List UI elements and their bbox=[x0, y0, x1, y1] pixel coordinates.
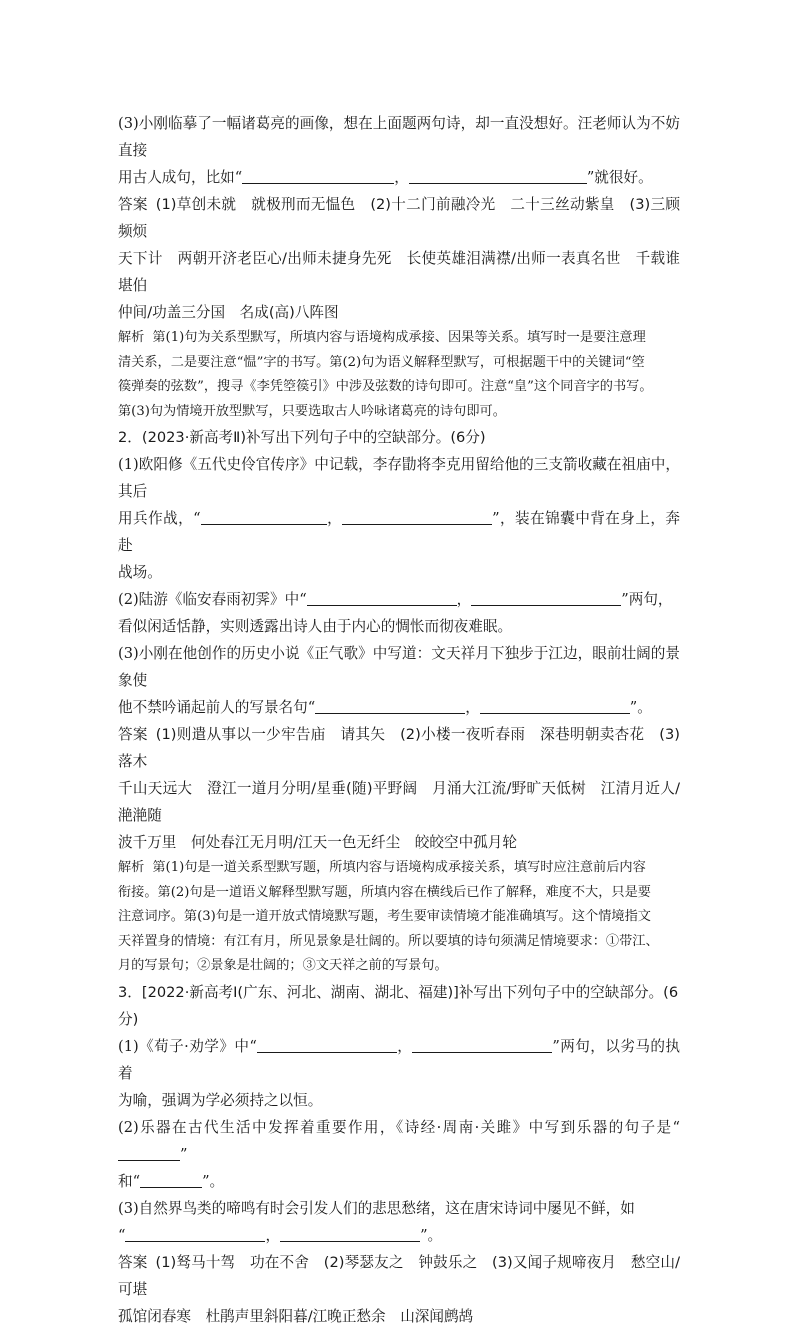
q3-item2-line2: 和“ ”。 bbox=[118, 1172, 225, 1190]
q3-answer-line2: 孤馆闭春寒 杜鹃声里斜阳暮/江晚正愁余 山深闻鹧鸪 bbox=[118, 1307, 474, 1325]
q2-item3-line2: 他不禁吟诵起前人的写景名句“ ， ”。 bbox=[118, 699, 652, 716]
fill-blank[interactable] bbox=[315, 699, 465, 714]
q2-explanation-line3: 注意词序。第(3)句是一道开放式情境默写题，考生要审读情境才能准确填写。这个情境指文 bbox=[118, 909, 651, 924]
q1-item3-line2: 用古人成句，比如“ ， ”就很好。 bbox=[118, 169, 653, 186]
q2-item1-line1: (1)欧阳修《五代史伶官传序》中记载，李存勖将李克用留给他的三支箭收藏在祖庙中，其后 bbox=[118, 456, 680, 500]
fill-blank[interactable] bbox=[412, 1038, 552, 1053]
answer-label: 答案 bbox=[118, 196, 148, 213]
fill-blank[interactable] bbox=[118, 1146, 180, 1161]
q2-item1-line2: 用兵作战，“ ， ”，装在锦囊中背在身上，奔赴 bbox=[118, 510, 680, 554]
document-page bbox=[118, 110, 680, 1330]
q3-answer: 答案 (1)驽马十驾 功在不舍 (2)琴瑟友之 钟鼓乐之 (3)又闻子规啼夜月 愁空山/可堪 bbox=[118, 1253, 680, 1298]
q3-item1-line2: 为喻，强调为学必须持之以恒。 bbox=[118, 1091, 323, 1109]
fill-blank[interactable] bbox=[242, 169, 394, 184]
q2-explanation-line4: 天祥置身的情境：有江有月，所见景象是壮阔的。所以要填的诗句须满足情境要求：①带江、 bbox=[118, 933, 659, 949]
q1-answer-line2: 天下计 两朝开济老臣心/出师未捷身先死 长使英雄泪满襟/出师一表真名世 千载谁堪伯 bbox=[118, 250, 680, 294]
answer-label: 答案 bbox=[118, 726, 148, 743]
explanation-label: 解析 bbox=[118, 860, 145, 875]
fill-blank[interactable] bbox=[140, 1173, 202, 1188]
q2-item3-line1: (3)小刚在他创作的历史小说《正气歌》中写道：文天祥月下独步于江边，眼前壮阔的景象使 bbox=[118, 645, 680, 689]
q2-item2-line1: (2)陆游《临安春雨初霁》中“ ， ”两句， bbox=[118, 591, 673, 608]
q3-item3-line1: (3)自然界鸟类的啼鸣有时会引发人们的悲思愁绪，这在唐宋诗词中屡见不鲜，如 bbox=[118, 1199, 635, 1217]
q2-explanation-line5: 月的写景句；②景象是壮阔的；③文天祥之前的写景句。 bbox=[118, 958, 448, 973]
q1-answer-line3: 仲间/功盖三分国 名成(高)八阵图 bbox=[118, 304, 339, 321]
explanation-label: 解析 bbox=[118, 330, 145, 345]
q3-item1-line1: (1)《荀子·劝学》中“ ， ”两句，以劣马的执着 bbox=[118, 1037, 680, 1082]
fill-blank[interactable] bbox=[480, 699, 630, 714]
q2-explanation-line2: 衔接。第(2)句是一道语义解释型默写题，所填内容在横线后已作了解释，难度不大，只是要 bbox=[118, 884, 651, 900]
q1-explanation-line2: 清关系，二是要注意“愠”字的书写。第(2)句为语义解释型默写，可根据题干中的关键词“箜 bbox=[118, 354, 645, 370]
q2-title: 2．(2023·新高考Ⅱ)补写出下列句子中的空缺部分。(6分) bbox=[118, 429, 486, 446]
q3-item2-line1: (2)乐器在古代生活中发挥着重要作用，《诗经·周南·关雎》中写到乐器的句子是“” bbox=[118, 1118, 680, 1163]
fill-blank[interactable] bbox=[125, 1227, 265, 1242]
fill-blank[interactable] bbox=[257, 1038, 397, 1053]
fill-blank[interactable] bbox=[471, 591, 621, 606]
q1-explanation: 解析 第(1)句为关系型默写，所填内容与语境构成承接、因果等关系。填写时一是要注意理 bbox=[118, 330, 646, 345]
answer-label: 答案 bbox=[118, 1253, 148, 1271]
q3-title: 3．[2022·新高考Ⅰ(广东、河北、湖南、湖北、福建)]补写出下列句子中的空缺部分。(6分) bbox=[118, 983, 679, 1028]
fill-blank[interactable] bbox=[280, 1227, 420, 1242]
fill-blank[interactable] bbox=[201, 510, 327, 525]
q2-answer: 答案 (1)则遣从事以一少牢告庙 请其矢 (2)小楼一夜听春雨 深巷明朝卖杏花 (3)落木 bbox=[118, 726, 680, 770]
fill-blank[interactable] bbox=[342, 510, 492, 525]
q1-answer: 答案 (1)草创未就 就极刑而无愠色 (2)十二门前融冷光 二十三丝动紫皇 (3)三顾频烦 bbox=[118, 196, 680, 240]
fill-blank[interactable] bbox=[409, 169, 587, 184]
q1-item3-line1: (3)小刚临摹了一幅诸葛亮的画像，想在上面题两句诗，却一直没想好。汪老师认为不妨直接 bbox=[118, 115, 680, 159]
q2-explanation: 解析 第(1)句是一道关系型默写题，所填内容与语境构成承接关系，填写时应注意前后内容 bbox=[118, 860, 646, 875]
q2-item2-line2: 看似闲适恬静，实则透露出诗人由于内心的惆怅而彻夜难眠。 bbox=[118, 618, 513, 635]
q3-item3-line2: “ ， ”。 bbox=[118, 1226, 443, 1244]
q2-answer-line2: 千山天远大 澄江一道月分明/星垂(随)平野阔 月涌大江流/野旷天低树 江清月近人/滟滟随 bbox=[118, 780, 680, 824]
q2-item1-line3: 战场。 bbox=[118, 564, 162, 581]
fill-blank[interactable] bbox=[307, 591, 457, 606]
q2-answer-line3: 波千万里 何处春江无月明/江天一色无纤尘 皎皎空中孤月轮 bbox=[118, 834, 517, 851]
q1-explanation-line3: 篌弹奏的弦数”，搜寻《李凭箜篌引》中涉及弦数的诗句即可。注意“皇”这个同音字的书写。 bbox=[118, 379, 653, 394]
q1-explanation-line4: 第(3)句为情境开放型默写，只要选取古人吟咏诸葛亮的诗句即可。 bbox=[118, 403, 506, 419]
